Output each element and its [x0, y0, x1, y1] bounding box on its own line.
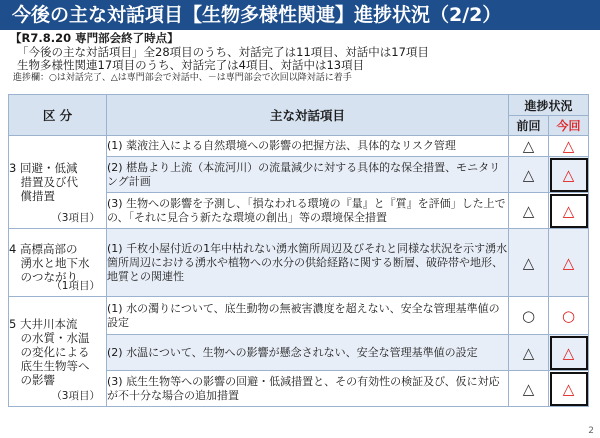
- item-text: (1) 千枚小屋付近の1年中枯れない湧水箇所周辺及びそれと同様な状況を示す湧水箇所周辺における湧水や植物への水分の供給経路に関する断層、破砕帯や地形、地質との関連性: [107, 229, 509, 297]
- slide-title: 今後の主な対話項目【生物多様性関連】進捗状況（2/2）: [0, 0, 600, 30]
- table-row: [9, 297, 589, 335]
- status-now-highlighted: △: [549, 193, 589, 229]
- progress-legend: 進捗欄：○は対話完了、△は専門部会で対話中、－は専門部会で次回以降対話に着手: [13, 72, 352, 83]
- status-now-highlighted: △: [549, 157, 589, 193]
- status-now: △: [549, 229, 589, 297]
- header-status: 進捗状況: [509, 95, 589, 116]
- status-now-highlighted: △: [549, 371, 589, 407]
- item-text: (2) 椹島より上流（本流河川）の流量減少に対する具体的な保全措置、モニタリング計画: [107, 157, 509, 193]
- item-text: (1) 水の濁りについて、底生動物の無被害濃度を超えない、安全な管理基準値の設定: [107, 297, 509, 335]
- table-row: [9, 229, 589, 297]
- status-now: △: [549, 136, 589, 157]
- status-prev: △: [509, 136, 549, 157]
- status-prev: △: [509, 335, 549, 371]
- header-items: 主な対話項目: [107, 95, 509, 136]
- header-now: 今回: [549, 116, 589, 136]
- item-text: (3) 生物への影響を予測し、「損なわれる環境の『量』と『質』を評価」した上での、「それに見合う新たな環境の創出」等の環境保全措置: [107, 193, 509, 229]
- status-prev: △: [509, 229, 549, 297]
- summary-biodiversity-items: 生物多様性関連17項目のうち、対話完了は4項目、対話中は13項目: [17, 58, 365, 72]
- section-title: 3 回避・低減 措置及び代 償措置: [9, 161, 78, 203]
- status-prev: △: [509, 157, 549, 193]
- status-now: ○: [549, 297, 589, 335]
- section-cell: [9, 136, 107, 229]
- section-title: 5 大井川本流 の水質・水温 の変化による 底生生物等へ の影響: [9, 316, 90, 387]
- item-text: (3) 底生生物等への影響の回避・低減措置と、その有効性の検証及び、仮に対応が不十分な場合の追加措置: [107, 371, 509, 407]
- summary-notes: [10, 32, 595, 84]
- header-category: 区 分: [9, 95, 107, 136]
- section-count: （1項目）: [51, 280, 100, 292]
- table-row: [9, 136, 589, 157]
- item-text: (1) 薬液注入による自然環境への影響の把握方法、具体的なリスク管理: [107, 136, 509, 157]
- section-count: （3項目）: [51, 212, 100, 224]
- page-number: 2: [588, 426, 594, 436]
- header-prev: 前回: [509, 116, 549, 136]
- section-title: 4 高標高部の 湧水と地下水 のつながり: [9, 241, 90, 284]
- item-text: (2) 水温について、生物への影響が懸念されない、安全な管理基準値の設定: [107, 335, 509, 371]
- progress-table: [8, 94, 589, 407]
- summary-all-items: 「今後の主な対話項目」全28項目のうち、対話完了は11項目、対話中は17項目: [17, 44, 429, 59]
- section-count: （3項目）: [51, 390, 100, 402]
- section-cell: [9, 229, 107, 297]
- status-date: 【R7.8.20 専門部会終了時点】: [10, 31, 179, 45]
- status-prev: △: [509, 371, 549, 407]
- status-prev: △: [509, 193, 549, 229]
- section-cell: [9, 297, 107, 407]
- status-now-highlighted: △: [549, 335, 589, 371]
- status-prev: ○: [509, 297, 549, 335]
